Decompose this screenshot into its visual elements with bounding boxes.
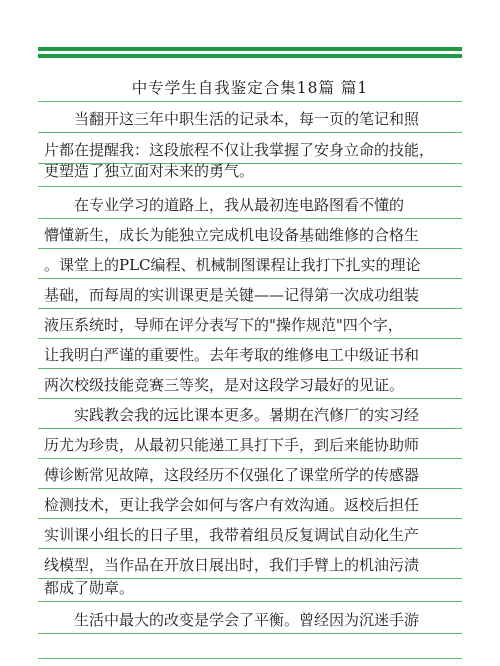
ruled-line bbox=[38, 488, 462, 489]
text-line: 片都在提醒我：这段旅程不仅让我掌握了安身立命的技能， bbox=[44, 141, 435, 159]
page-title: 中专学生自我鉴定合集18篇 篇1 bbox=[131, 79, 369, 97]
text-line: 液压系统时，导师在评分表写下的"操作规范"四个字， bbox=[44, 316, 403, 334]
text-line: 线模型，当作品在开放日展出时，我们手臂上的机油污渍 bbox=[44, 556, 420, 574]
text-line: 基础，而每周的实训课更是关键——记得第一次成功组装 bbox=[44, 286, 420, 304]
ruled-line bbox=[38, 248, 462, 249]
ruled-line bbox=[38, 308, 462, 309]
ruled-line bbox=[38, 218, 462, 219]
ruled-line bbox=[38, 338, 462, 339]
ruled-line bbox=[38, 101, 462, 102]
ruled-line bbox=[38, 428, 462, 429]
text-line: 实践教会我的远比课本更多。暑期在汽修厂的实习经 bbox=[74, 406, 420, 424]
text-line: 懵懂新生，成长为能独立完成机电设备基础维修的合格生 bbox=[44, 226, 420, 244]
header-rule-bottom bbox=[38, 54, 462, 58]
ruled-line bbox=[38, 601, 462, 602]
ruled-line bbox=[38, 548, 462, 549]
header-rule-top bbox=[38, 47, 462, 51]
ruled-line bbox=[38, 132, 462, 133]
ruled-line bbox=[38, 278, 462, 279]
text-line: 让我明白严谨的重要性。去年考取的维修电工中级证书和 bbox=[44, 346, 420, 364]
text-line: 在专业学习的道路上，我从最初连电路图看不懂的 bbox=[74, 196, 405, 214]
ruled-line bbox=[38, 368, 462, 369]
text-line: 两次校级技能竞赛三等奖，是对这段学习最好的见证。 bbox=[44, 376, 405, 394]
ruled-line bbox=[38, 186, 462, 187]
text-line: 傅诊断常见故障，这段经历不仅强化了课堂所学的传感器 bbox=[44, 466, 420, 484]
text-line: 。课堂上的PLC编程、机械制图课程让我打下扎实的理论 bbox=[44, 256, 421, 274]
text-line: 生活中最大的改变是学会了平衡。曾经因为沉迷手游 bbox=[74, 611, 420, 629]
text-line: 检测技术，更让我学会如何与客户有效沟通。返校后担任 bbox=[44, 496, 420, 514]
ruled-line bbox=[38, 458, 462, 459]
text-line: 都成了勋章。 bbox=[44, 579, 135, 597]
ruled-line bbox=[38, 658, 462, 659]
text-line: 历尤为珍贵，从最初只能递工具打下手，到后来能协助师 bbox=[44, 436, 420, 454]
text-line: 实训课小组长的日子里，我带着组员反复调试自动化生产 bbox=[44, 526, 420, 544]
text-line: 当翻开这三年中职生活的记录本，每一页的笔记和照 bbox=[74, 110, 420, 128]
ruled-line bbox=[38, 633, 462, 634]
ruled-line bbox=[38, 398, 462, 399]
text-line: 更塑造了独立面对未来的勇气。 bbox=[44, 162, 255, 180]
ruled-line bbox=[38, 518, 462, 519]
